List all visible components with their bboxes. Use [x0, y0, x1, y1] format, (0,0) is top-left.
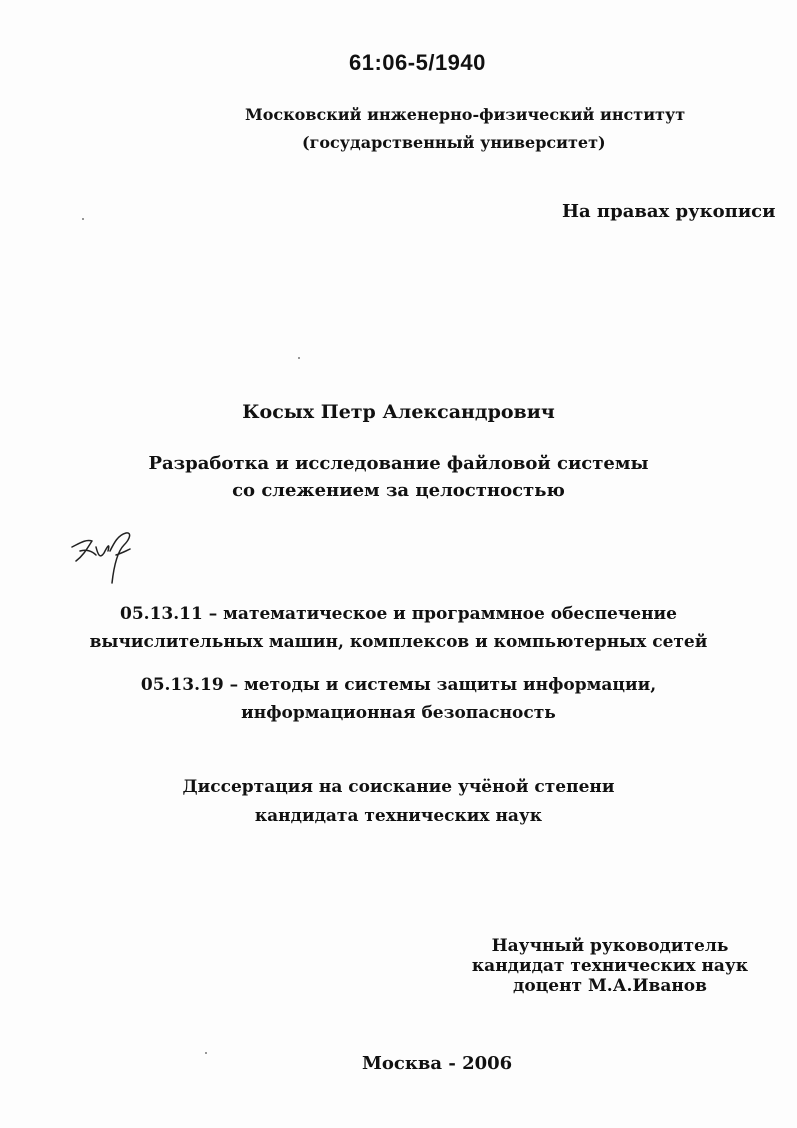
specialty-1-line-1: 05.13.11 – математическое и программное обеспечение [120, 604, 677, 624]
degree-line-2: кандидата технических наук [254, 806, 543, 826]
specialty-2-line-1: 05.13.19 – методы и системы защиты информации, [140, 675, 657, 695]
rights-note: На правах рукописи [562, 201, 776, 222]
specialty-1-line-2: вычислительных машин, комплексов и компьютерных сетей [89, 632, 708, 652]
degree-line-1: Диссертация на соискание учёной степени [182, 777, 615, 797]
handwritten-signature-icon [66, 525, 146, 590]
author-name: Косых Петр Александрович [242, 401, 555, 423]
dissertation-title-line-1: Разработка и исследование файловой системы [148, 453, 649, 474]
scan-speck [298, 357, 300, 359]
dissertation-title-line-2: со слежением за целостностью [232, 480, 565, 501]
specialty-2-line-2: информационная безопасность [241, 703, 556, 723]
city-year: Москва - 2006 [362, 1053, 513, 1074]
advisor-role: Научный руководитель [491, 936, 729, 956]
institution-status: (государственный университет) [302, 133, 606, 152]
institution-name: Московский инженерно-физический институт [245, 105, 686, 124]
catalog-number: 61:06-5/1940 [349, 50, 486, 75]
advisor-degree: кандидат технических наук [471, 956, 749, 976]
scan-speck [82, 218, 84, 220]
scan-speck [205, 1052, 207, 1054]
advisor-name: доцент М.А.Иванов [513, 976, 707, 996]
